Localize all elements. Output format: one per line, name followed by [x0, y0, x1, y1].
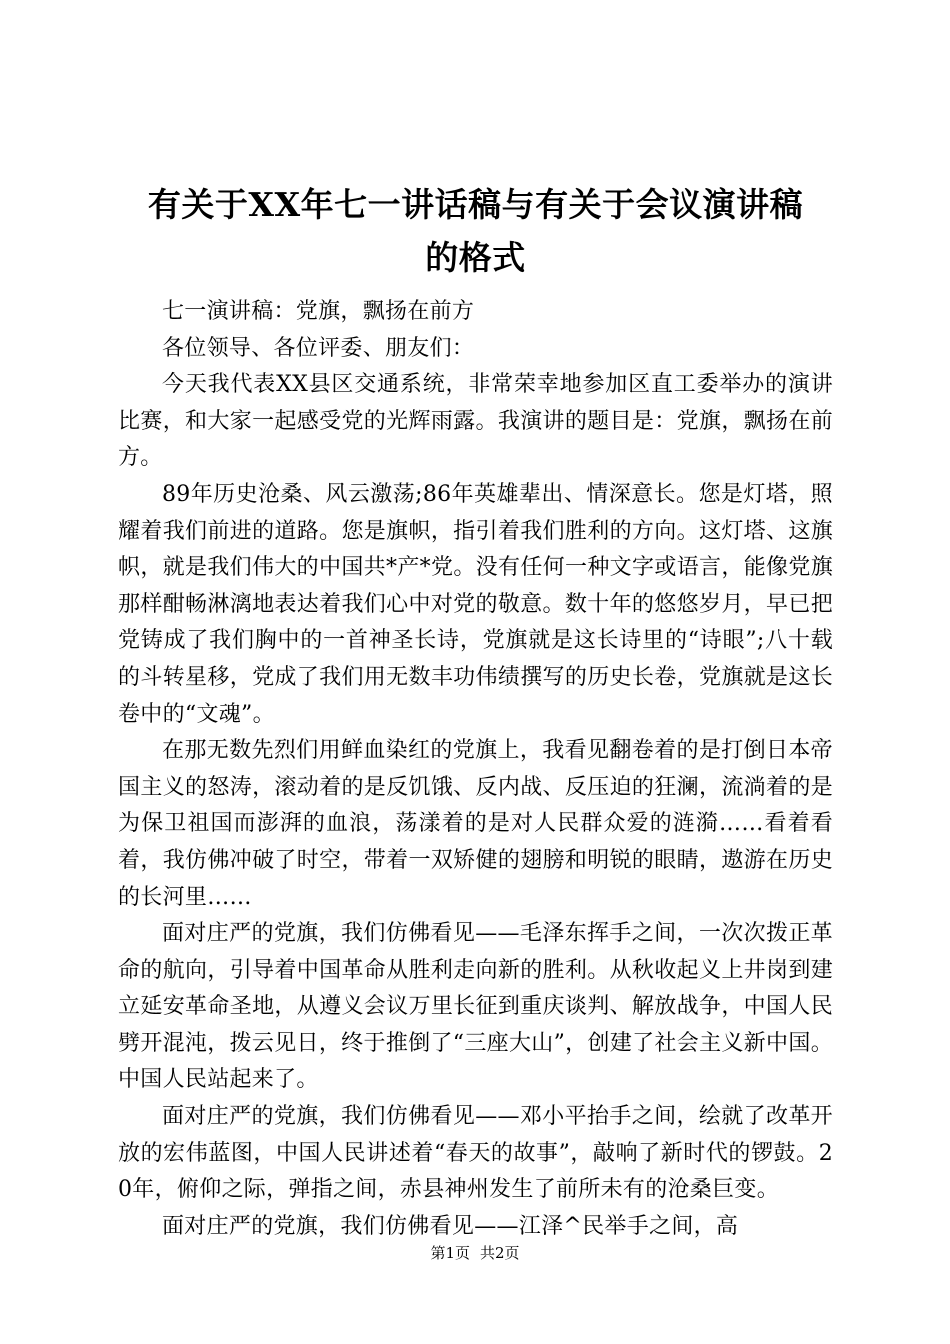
body-paragraph: 面对庄严的党旗，我们仿佛看见——毛泽东挥手之间，一次次拨正革命的航向，引导着中国革命从胜利走向新的胜利。从秋收起义上井岗到建立延安革命圣地，从遵义会议万里长征到重庆谈判、解放战争，中国人民劈开混沌，拨云见日，终于推倒了“三座大山”，创建了社会主义新中国。中国人民站起来了。 — [118, 921, 833, 1093]
body-paragraph: 面对庄严的党旗，我们仿佛看见——邓小平抬手之间，绘就了改革开放的宏伟蓝图，中国人民讲述着“春天的故事”，敲响了新时代的锣鼓。20年，俯仰之际，弹指之间，赤县神州发生了前所未有的沧桑巨变。 — [118, 1104, 833, 1203]
body-paragraph: 面对庄严的党旗，我们仿佛看见——江泽^民举手之间，高 — [162, 1213, 739, 1239]
page-number: 第1页 — [430, 1244, 470, 1262]
document-body — [118, 294, 833, 1245]
body-paragraph: 今天我代表XX县区交通系统，非常荣幸地参加区直工委举办的演讲比赛，和大家一起感受党的光辉雨露。我演讲的题目是：党旗，飘扬在前方。 — [118, 372, 833, 471]
speech-subtitle: 七一演讲稿：党旗，飘扬在前方 — [162, 299, 475, 324]
title-line-1: 有关于XX年七一讲话稿与有关于会议演讲稿 — [147, 185, 804, 224]
body-paragraph: 在那无数先烈们用鲜血染红的党旗上，我看见翻卷着的是打倒日本帝国主义的怒涛，滚动着的是反饥饿、反内战、反压迫的狂澜，流淌着的是为保卫祖国而澎湃的血浪，荡漾着的是对人民群众爱的涟漪……看着看着，我仿佛冲破了时空，带着一双矫健的翅膀和明锐的眼睛，遨游在历史的长河里…… — [118, 738, 833, 910]
salutation: 各位领导、各位评委、朋友们： — [162, 335, 475, 361]
body-paragraph: 89年历史沧桑、风云激荡;86年英雄辈出、情深意长。您是灯塔，照耀着我们前进的道路。您是旗帜，指引着我们胜利的方向。这灯塔、这旗帜，就是我们伟大的中国共*产*党。没有任何一种文字或语言，能像党旗那样酣畅淋漓地表达着我们心中对党的敬意。数十年的悠悠岁月，早已把党铸成了我们胸中的一首神圣长诗，党旗就是这长诗里的“诗眼”;八十载的斗转星移，党成了我们用无数丰功伟绩撰写的历史长卷，党旗就是这长卷中的“文魂”。 — [118, 481, 833, 727]
page-footer — [0, 1243, 950, 1263]
title-line-2: 的格式 — [425, 238, 526, 277]
document-title — [118, 178, 833, 284]
page-total: 共2页 — [480, 1244, 520, 1262]
